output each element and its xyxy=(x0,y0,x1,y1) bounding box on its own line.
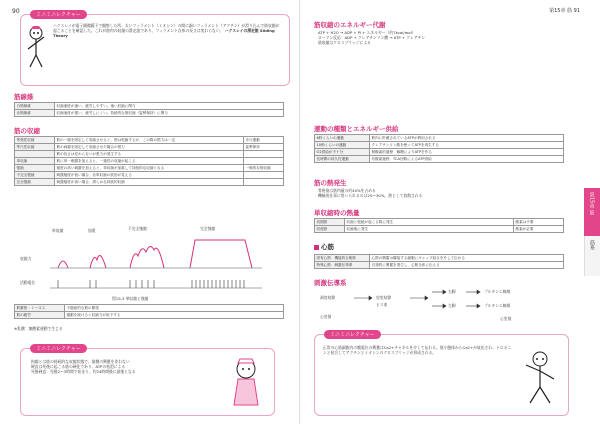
node-left-bundle: 左脚 xyxy=(448,303,456,308)
conduction-diagram xyxy=(320,288,560,328)
lecture3-text: 正常の心筋細胞内の膜電位の興奮はCa2+チャネルを介して伝わる。筋小胞体からCa2+が放出され、トロポニンと結合してアクチンとミオシンのクロスブリッジが形成される。 xyxy=(323,345,512,356)
lecture-label-2: ミニミニレクチャー xyxy=(30,344,87,353)
lecture-box-1 xyxy=(20,14,290,86)
table-row: O2供給が不十分 無酸素的過程：解糖によりATPを作る xyxy=(315,149,564,156)
mascot-skeleton-icon xyxy=(518,349,562,407)
node-his: ヒス束 xyxy=(376,302,388,307)
lecture-box-2 xyxy=(20,348,275,416)
lecture2-text-3: 死後硬直：死後2〜3時間で始まり、約24時間後に最強となる xyxy=(31,369,136,375)
twitch-table xyxy=(314,218,564,233)
lecture-text-1: ハクスレイが電子顕微鏡下で観察した所、太いフィラメント（ミオシン）の間に細いフィラメント（アクチン）が滑り込んで筋収縮が起こることを確認した。これが筋肉の収縮の滑走説であり、フィラメント自体の長さは変わらない。 xyxy=(53,23,280,34)
tone-table xyxy=(14,304,284,319)
lecture-text-2: ハクスレイの滑走説 Sliding Theory xyxy=(53,28,275,39)
energy-line: 筋収縮はクロスブリッジによる xyxy=(318,40,371,46)
section-energy: 筋収縮のエネルギー代謝 xyxy=(314,21,386,29)
fig-label-force: 収縮力 xyxy=(20,256,32,261)
fig-label-complete: 完全強縮 xyxy=(200,226,216,231)
lecture-label-3: ミニミニレクチャー xyxy=(324,330,381,339)
section-energy-supply: 運動の種類とエネルギー供給 xyxy=(314,125,399,133)
mascot-nurse-icon xyxy=(226,357,266,409)
table-row: 単収縮 筋に単一刺激を加えると、一過性の収縮が起こる xyxy=(15,158,284,165)
heading-square-icon xyxy=(314,245,319,250)
table-row: 10秒くらいの運動 クレアチンリン酸を使ってATPを再生する xyxy=(315,142,564,149)
table-row: 等張性収縮 筋の一端を固定して収縮させると、筋は短縮するが、この際の筋力は一定 歩行運動 xyxy=(15,137,284,144)
section-side-tab: 筋系 xyxy=(584,236,600,276)
supply-table xyxy=(314,134,564,163)
table-row: 筋の疲労 運動を続けると収縮力が低下する xyxy=(15,312,284,319)
fiber-table xyxy=(14,102,284,117)
lecture2-text-2: 硬直は死後に起こる筋の硬化であり、ATPの枯渇による xyxy=(31,364,126,370)
fig-label-incomplete: 不完全強縮 xyxy=(128,226,147,231)
section-conduction: 刺激伝導系 xyxy=(314,279,347,287)
chapter-side-tab: 第15章 筋 xyxy=(584,188,600,236)
footnote: ※乳酸：無酸素運動で生じる xyxy=(14,326,63,331)
section-heart: 心筋 xyxy=(314,242,334,251)
lecture-label-1: ミニミニレクチャー xyxy=(30,10,87,19)
energy-line: ローマン反応：ADP + クレアチンリン酸 → ATP + クレアチン xyxy=(318,35,426,41)
table-row: 回復熱 収縮後に発生 酸素が必要 xyxy=(315,226,564,233)
heart-table xyxy=(314,254,564,269)
figure-caption: 図15-3 単収縮と強縮 xyxy=(112,296,149,301)
contraction-table xyxy=(14,136,284,186)
table-row: 筋緊張・トーヌス 不随意的な筋の緊張 xyxy=(15,305,284,312)
table-row: 特殊心筋：刺激伝導系 自発的に興奮を発生し、心筋全体に伝える xyxy=(315,262,564,269)
energy-line: ATP + H2O → ADP + Pi + エネルギー（約7kcal/mol） xyxy=(318,30,416,35)
table-row: 初期熱 収縮と弛緩が起こる際に発生 酸素は不要 xyxy=(315,219,564,226)
table-row: 白筋線維 収縮速度が速い、疲労しやすい。速い収縮に関与 xyxy=(15,103,284,110)
energy-block xyxy=(318,30,558,46)
table-row: 筋の長さは変わらないが張力が発生する xyxy=(15,151,284,158)
right-header: 第15章 筋 91 xyxy=(549,8,580,14)
heat-line: 機械的仕事に用いられるのは25〜30%，熱として放散される xyxy=(318,193,423,199)
section-twitch-heat: 単収縮時の熱量 xyxy=(314,209,360,217)
table-row: 不完全強縮 刺激頻度が低い場合、各単収縮の波形が見える xyxy=(15,172,284,179)
node-right-bundle: 右脚 xyxy=(448,289,456,294)
heat-line: 骨格筋は筋肉量の約40%を占める xyxy=(318,188,376,193)
node-ventricle: 心室筋 xyxy=(500,316,512,321)
section-heat: 筋の熱発生 xyxy=(314,179,347,187)
left-page-number: 90 xyxy=(12,8,20,15)
node-purkinje-1: プルキンエ線維 xyxy=(484,289,511,294)
twitch-tetanus-figure xyxy=(20,226,270,294)
heat-block xyxy=(318,188,558,198)
table-row: 等尺性収縮 筋の両端を固定して収縮させた場合の張力 姿勢保持 xyxy=(15,144,284,151)
table-row: 固有心筋：機能的合胞体 心筋の興奮は隣接する細胞にギャップ結合を介して伝わる xyxy=(315,255,564,262)
node-purkinje-2: プルキンエ線維 xyxy=(484,303,511,308)
node-av: 房室結節 xyxy=(376,295,392,300)
section-muscle-fiber: 筋線維 xyxy=(14,93,34,101)
section-contraction: 筋の収縮 xyxy=(14,127,40,135)
lecture-box-3 xyxy=(314,334,569,416)
table-row: 6秒くらいの運動 筋肉に貯蔵されているATPが利用される xyxy=(315,135,564,142)
node-sa: 洞房結節 xyxy=(320,295,336,300)
table-row: 赤筋線維 収縮速度が遅い、疲労しにくい。持続的な筋収縮（姿勢保持）に関与 xyxy=(15,110,284,117)
lecture2-text-1: 拘縮とは筋の持続的な収縮状態で、筋膜の興奮を伴わない xyxy=(31,359,130,364)
fig-label-summation: 加重 xyxy=(88,228,96,233)
fig-label-twitch: 単収縮 xyxy=(52,228,64,233)
node-atrium: 心房筋 xyxy=(320,314,332,319)
table-row: 強縮 頻度の高い刺激を加えると、単収縮が加重して持続的な収縮となる 一般的な筋収縮 xyxy=(15,165,284,172)
mascot-icon xyxy=(25,25,47,69)
right-page xyxy=(300,0,600,424)
table-row: 長時間の持久性運動 有酸素過程：TCA回路によるATP供給 xyxy=(315,156,564,163)
table-row: 完全強縮 刺激頻度が高い場合、滑らかな持続的収縮 xyxy=(15,179,284,186)
fig-label-ap: 活動電位 xyxy=(20,280,36,285)
